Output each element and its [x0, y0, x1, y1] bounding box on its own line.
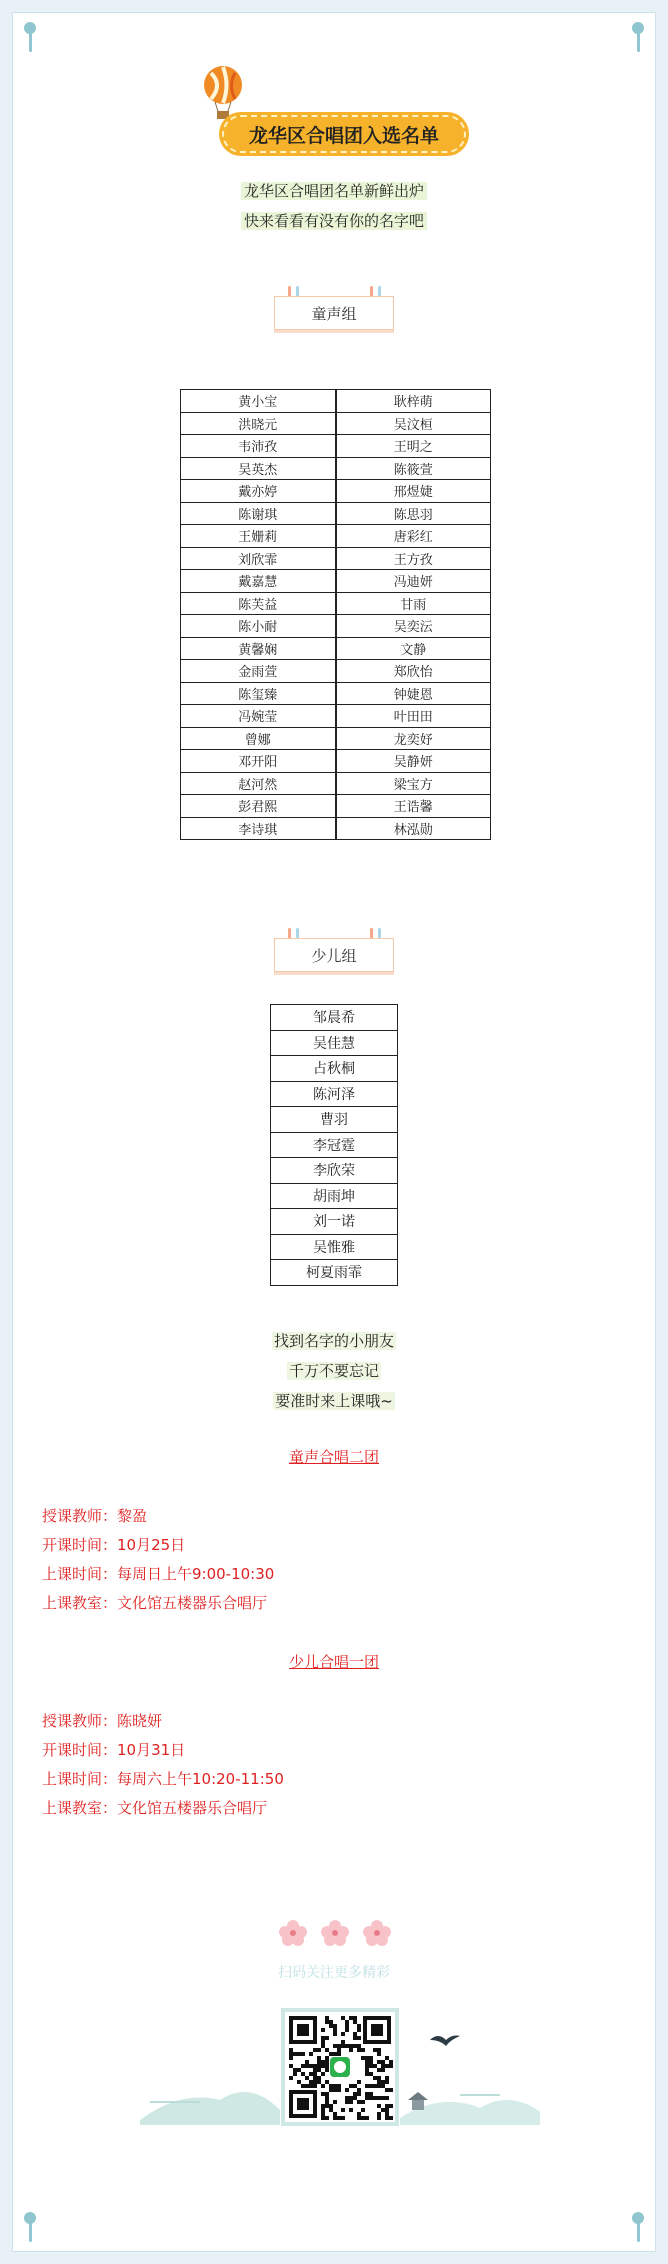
class-time: 上课时间：每周六上午10:20-11:50	[42, 1770, 284, 1788]
page-title: 龙华区合唱团入选名单	[222, 115, 466, 153]
group-label: 童声组	[274, 296, 394, 330]
class-name: 童声合唱二团	[288, 1448, 379, 1466]
name-cell: 王姗莉	[181, 525, 336, 548]
table-row	[181, 817, 491, 840]
children-table	[180, 389, 491, 840]
name-cell: 刘一诺	[271, 1209, 398, 1235]
name-cell: 林泓勋	[336, 817, 491, 840]
name-cell: 郑欣怡	[336, 660, 491, 683]
table-row	[181, 480, 491, 503]
table-row	[271, 1030, 398, 1056]
name-cell: 吴英杰	[181, 457, 336, 480]
reminder-line: 要准时来上课哦~	[275, 1392, 393, 1410]
name-cell: 曹羽	[271, 1107, 398, 1133]
reminder-line: 找到名字的小朋友	[273, 1332, 394, 1350]
table-row	[181, 390, 491, 413]
table-row	[181, 570, 491, 593]
name-cell: 黄馨娴	[181, 637, 336, 660]
name-cell: 吴惟雅	[271, 1234, 398, 1260]
name-cell: 曾娜	[181, 727, 336, 750]
name-cell: 柯夏雨霏	[271, 1260, 398, 1286]
class-room: 上课教室：文化馆五楼器乐合唱厅	[42, 1594, 268, 1612]
name-cell: 韦沛孜	[181, 435, 336, 458]
name-cell: 钟婕恩	[336, 682, 491, 705]
name-cell: 李诗琪	[181, 817, 336, 840]
name-cell: 梁宝方	[336, 772, 491, 795]
name-cell: 李冠霆	[271, 1132, 398, 1158]
name-cell: 陈芙益	[181, 592, 336, 615]
class-name: 少儿合唱一团	[288, 1653, 379, 1671]
balloon-icon	[200, 65, 246, 121]
table-row	[271, 1132, 398, 1158]
class-teacher: 授课教师：黎盈	[42, 1507, 148, 1525]
table-row	[181, 705, 491, 728]
name-cell: 赵河然	[181, 772, 336, 795]
name-cell: 黄小宝	[181, 390, 336, 413]
juniors-table	[270, 1004, 398, 1286]
name-cell: 邢煜婕	[336, 480, 491, 503]
table-row	[181, 435, 491, 458]
table-row	[271, 1158, 398, 1184]
name-cell: 陈玺臻	[181, 682, 336, 705]
pin-icon	[24, 22, 36, 52]
table-row	[181, 660, 491, 683]
name-cell: 王诰馨	[336, 795, 491, 818]
table-row	[181, 750, 491, 773]
table-row	[271, 1005, 398, 1031]
name-cell: 陈谢琪	[181, 502, 336, 525]
table-row	[181, 615, 491, 638]
name-cell: 戴亦婷	[181, 480, 336, 503]
table-row	[271, 1209, 398, 1235]
name-cell: 文静	[336, 637, 491, 660]
pin-icon	[632, 2212, 644, 2242]
name-cell: 占秋桐	[271, 1056, 398, 1082]
name-cell: 洪晓元	[181, 412, 336, 435]
table-row	[181, 412, 491, 435]
flower-icon	[275, 1918, 395, 1948]
table-row	[181, 547, 491, 570]
table-row	[181, 682, 491, 705]
pin-icon	[632, 22, 644, 52]
name-cell: 甘雨	[336, 592, 491, 615]
class-teacher: 授课教师：陈晓妍	[42, 1712, 163, 1730]
table-row	[181, 727, 491, 750]
name-cell: 刘欣霏	[181, 547, 336, 570]
table-row	[181, 637, 491, 660]
name-cell: 王明之	[336, 435, 491, 458]
intro-line: 快来看看有没有你的名字吧	[0, 210, 668, 231]
name-cell: 耿梓萌	[336, 390, 491, 413]
table-row	[181, 592, 491, 615]
name-cell: 冯婉莹	[181, 705, 336, 728]
name-cell: 陈思羽	[336, 502, 491, 525]
name-cell: 胡雨坤	[271, 1183, 398, 1209]
table-row	[271, 1081, 398, 1107]
group-label: 少儿组	[274, 938, 394, 972]
name-cell: 冯迪妍	[336, 570, 491, 593]
table-row	[271, 1234, 398, 1260]
name-cell: 吴静妍	[336, 750, 491, 773]
table-row	[271, 1260, 398, 1286]
scan-caption: 扫码关注更多精彩	[278, 1965, 390, 1981]
name-cell: 李欣荣	[271, 1158, 398, 1184]
table-row	[181, 502, 491, 525]
class-start: 开课时间：10月25日	[42, 1536, 186, 1554]
pin-icon	[24, 2212, 36, 2242]
name-cell: 王方孜	[336, 547, 491, 570]
name-cell: 戴嘉慧	[181, 570, 336, 593]
group-tag-juniors	[274, 928, 394, 976]
name-cell: 陈筱萱	[336, 457, 491, 480]
table-row	[271, 1183, 398, 1209]
class-start: 开课时间：10月31日	[42, 1741, 186, 1759]
qr-code[interactable]	[281, 2008, 399, 2126]
name-cell: 邓开阳	[181, 750, 336, 773]
class-room: 上课教室：文化馆五楼器乐合唱厅	[42, 1799, 268, 1817]
table-row	[271, 1056, 398, 1082]
group-tag-children	[274, 286, 394, 334]
name-cell: 陈小耐	[181, 615, 336, 638]
table-row	[181, 525, 491, 548]
name-cell: 邹晨希	[271, 1005, 398, 1031]
name-cell: 吴奕沄	[336, 615, 491, 638]
name-cell: 吴佳慧	[271, 1030, 398, 1056]
intro-line: 龙华区合唱团名单新鲜出炉	[0, 180, 668, 201]
name-cell: 陈河泽	[271, 1081, 398, 1107]
name-cell: 唐彩红	[336, 525, 491, 548]
name-cell: 金雨萱	[181, 660, 336, 683]
reminder-line: 千万不要忘记	[288, 1362, 379, 1380]
name-cell: 吴汶桓	[336, 412, 491, 435]
name-cell: 龙奕妤	[336, 727, 491, 750]
table-row	[271, 1107, 398, 1133]
name-cell: 彭君熙	[181, 795, 336, 818]
name-cell: 叶田田	[336, 705, 491, 728]
table-row	[181, 457, 491, 480]
table-row	[181, 795, 491, 818]
class-time: 上课时间：每周日上午9:00-10:30	[42, 1565, 275, 1583]
table-row	[181, 772, 491, 795]
bird-icon	[430, 2036, 460, 2047]
